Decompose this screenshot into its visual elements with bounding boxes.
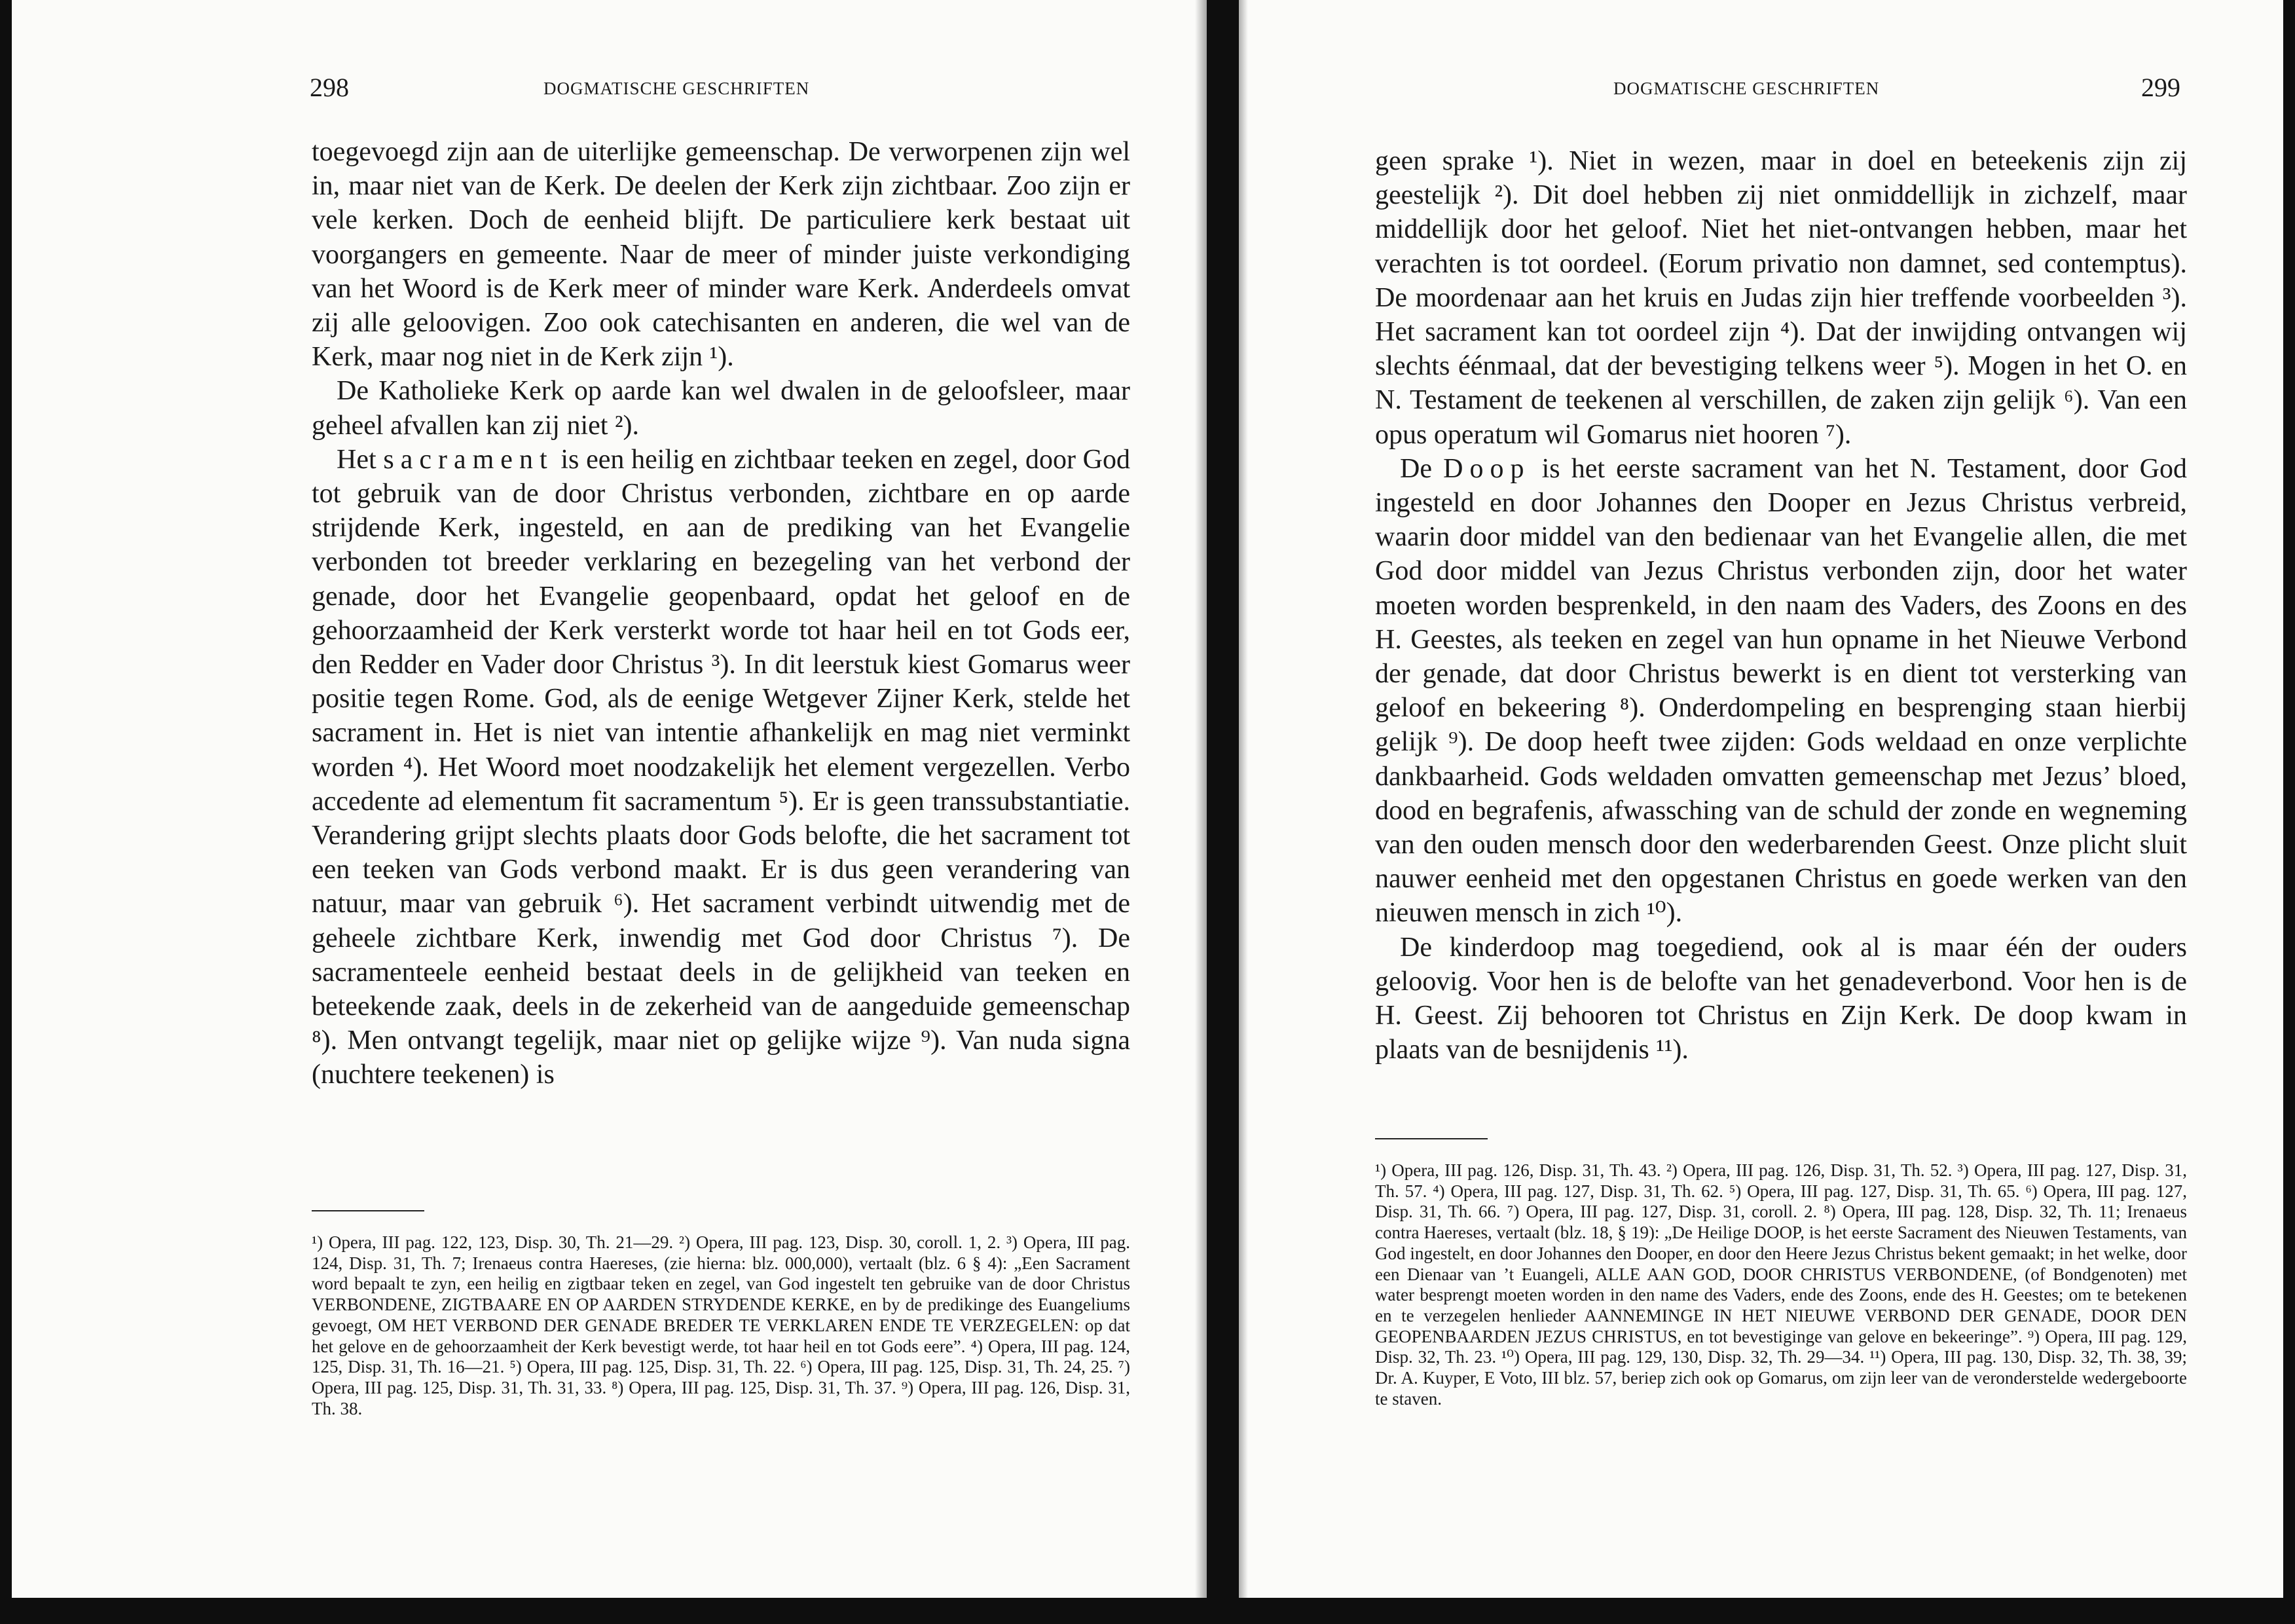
paragraph (1375, 452, 2187, 931)
spaced-term: sacrament (383, 444, 554, 475)
right-footnotes (1375, 1160, 2187, 1409)
left-body-text (312, 135, 1130, 1092)
footnote-rule (1375, 1138, 1488, 1139)
footnote-rule (312, 1210, 424, 1211)
paragraph-lead: De (1400, 453, 1444, 484)
paragraph: toegevoegd zijn aan de uiterlijke gemeenschap. De verworpenen zijn wel in, maar niet van de Kerk. De deelen der Kerk zijn zichtbaar. Zoo zijn er vele kerken. Doch de eenheid blijft. De particuliere kerk bestaat uit voorgangers en gemeente. Naar de meer of minder juiste verkondiging van het Woord is de Kerk meer of minder ware Kerk. Anderdeels omvat zij alle geloovigen. Zoo ook catechisanten en anderen, die wel van de Kerk, maar nog niet in de Kerk zijn ¹). (312, 137, 1130, 373)
right-body-text (1375, 144, 2187, 1067)
page-number-right: 299 (2141, 73, 2180, 102)
left-page (12, 0, 1207, 1598)
left-footnotes (312, 1232, 1130, 1419)
paragraph: De kinderdoop mag toegediend, ook al is maar één der ouders geloovig. Voor hen is de belofte van het genadeverbond. Voor hen is de H. Geest. Zij behooren tot Christus en Zijn Kerk. De doop kwam in plaats van de besnijdenis ¹¹). (1375, 932, 2187, 1065)
running-head-right: DOGMATISCHE GESCHRIFTEN (1613, 79, 1880, 98)
paragraph-rest: is het eerste sacrament van het N. Testament, door God ingesteld en door Johannes den Dooper en Jezus Christus verbreid, waarin door middel van den bedienaar van het Evangelie allen, die met God door middel van Jezus Christus verbonden zijn, door het water moeten worden besprenkeld, in den naam des Vaders, des Zoons en des H. Geestes, als teeken en zegel van hun opname in het Nieuwe Verbond der genade, dat door Christus bewerkt is en dient tot versterking van geloof en bekeering ⁸). Onderdompeling en besprenging staan hierbij gelijk ⁹). De doop heeft twee zijden: Gods weldaad en onze verplichte dankbaarheid. Gods weldaden omvatten gemeenschap met Jezus’ bloed, dood en begrafenis, afwassching van de schuld der zonde en wegneming van den ouden mensch door den wederbarenden Geest. Onze plicht sluit nauwer eenheid met den opgestanen Christus en goede werken van den nieuwen mensch in zich ¹⁰). (1375, 453, 2187, 929)
paragraph-lead: Het (337, 444, 384, 475)
footnote-block: ¹) Opera, III pag. 122, 123, Disp. 30, Th. 21—29. ²) Opera, III pag. 123, Disp. 30, coroll. 1, 2. ³) Opera, III pag. 124, Disp. 31, Th. 7; Irenaeus contra Haereses, (zie hierna: blz. 000,000), vertaalt (blz. 6 § 4): „Een Sacrament word bepaalt te zyn, een heilig en zigtbaar teken en zegel, van God ingestelt ten gebruike van de door Christus VERBONDENE, ZIGTBAARE EN OP AARDEN STRYDENDE KERKE, en by de predikinge des Euangeliums gevoegt, OM HET VERBOND DER GENADE BREDER TE VERKLAREN ENDE TE VERZEGELEN: op dat het gelove en de gehoorzaamheit der Kerk bevestigt werde, tot haar heil en tot Gods eere”. ⁴) Opera, III pag. 124, 125, Disp. 31, Th. 16—21. ⁵) Opera, III pag. 125, Disp. 31, Th. 22. ⁶) Opera, III pag. 125, Disp. 31, Th. 24, 25. ⁷) Opera, III pag. 125, Disp. 31, Th. 31, 33. ⁸) Opera, III pag. 125, Disp. 31, Th. 37. ⁹) Opera, III pag. 126, Disp. 31, Th. 38. (312, 1232, 1130, 1418)
footnote-block: ¹) Opera, III pag. 126, Disp. 31, Th. 43. ²) Opera, III pag. 126, Disp. 31, Th. 52. ³) Opera, III pag. 127, Disp. 31, Th. 57. ⁴) Opera, III pag. 127, Disp. 31, Th. 62. ⁵) Opera, III pag. 127, Disp. 31, Th. 65. ⁶) Opera, III pag. 127, Disp. 31, Th. 66. ⁷) Opera, III pag. 127, Disp. 31, coroll. 2. ⁸) Opera, III pag. 128, Disp. 32, Th. 11; Irenaeus contra Haereses, vertaalt (blz. 18, § 19): „De Heilige DOOP, is het eerste Sacrament des Nieuwen Testaments, van God ingestelt, en door Johannes den Dooper, en door den Heere Jezus Christus bekent gemaakt; in het welke, door een Dienaar van ’t Euangeli, ALLE AAN GOD, DOOR CHRISTUS VERBONDENE, (of Bondgenoten) met water besprengt moeten worden in den name des Vaders, ende des Zoons, ende des H. Geestes; om te betekenen en te verzegelen henlieder AANNEMINGE IN HET NIEUWE VERBOND DER GENADE, DOOR DEN GEOPENBAARDEN JEZUS CHRISTUS, en tot bevestiginge van gelove en bekeeringe”. ⁹) Opera, III pag. 129, Disp. 32, Th. 23. ¹⁰) Opera, III pag. 129, 130, Disp. 32, Th. 29—34. ¹¹) Opera, III pag. 130, Disp. 32, Th. 38, 39; Dr. A. Kuyper, E Voto, III blz. 57, beriep zich ook op Gomarus, om zijn leer van de veronderstelde wedergeboorte te staven. (1375, 1160, 2187, 1409)
gutter-shadow (1239, 0, 1248, 1598)
paragraph (312, 443, 1130, 1092)
gutter-shadow (1195, 0, 1207, 1598)
spaced-term: Doop (1443, 453, 1531, 484)
paragraph: De Katholieke Kerk op aarde kan wel dwalen in de geloofsleer, maar geheel afvallen kan zij niet ²). (312, 376, 1130, 441)
running-head-left: DOGMATISCHE GESCHRIFTEN (543, 79, 810, 98)
right-page (1239, 0, 2283, 1598)
paragraph-rest: is een heilig en zichtbaar teeken en zegel, door God tot gebruik van de door Christus verbonden, zichtbare en op aarde strijdende Kerk, ingesteld, en aan de prediking van het Evangelie verbonden tot breeder verklaring en bezegeling van het verbond der genade, door het Evangelie geopenbaard, opdat het geloof en de gehoorzaamheid der Kerk versterkt worde tot haar heil en tot Gods eer, den Redder en Vader door Christus ³). In dit leerstuk kiest Gomarus weer positie tegen Rome. God, als de eenige Wetgever Zijner Kerk, stelde het sacrament in. Het is niet van intentie afhankelijk en mag niet verminkt worden ⁴). Het Woord moet noodzakelijk het element vergezellen. Verbo accedente ad elementum fit sacramentum ⁵). Er is geen transsubstantiatie. Verandering grijpt slechts plaats door Gods belofte, die het sacrament tot een teeken van Gods verbond maakt. Er is dus geen verandering van natuur, maar van gebruik ⁶). Het sacrament verbindt uitwendig met de geheele zichtbare Kerk, inwendig met God door Christus ⁷). De sacramenteele eenheid bestaat deels in de gelijkheid van teeken en beteekende zaak, deels in de zekerheid van de aangeduide gemeenschap ⁸). Men ontvangt tegelijk, maar niet op gelijke wijze ⁹). Van nuda signa (nuchtere teekenen) is (312, 444, 1130, 1090)
paragraph: geen sprake ¹). Niet in wezen, maar in doel en beteekenis zijn zij geestelijk ²). Dit doel hebben zij niet onmiddellijk in zichzelf, maar middellijk door het geloof. Niet het niet-ontvangen hebben, maar het verachten is tot oordeel. (Eorum privatio non damnet, sed contemptus). De moordenaar aan het kruis en Judas zijn hier treffende voorbeelden ³). Het sacrament kan tot oordeel zijn ⁴). Dat der inwijding ontvangen wij slechts éénmaal, dat der bevestiging telkens weer ⁵). Mogen in het O. en N. Testament de teekenen al verschillen, de zaken zijn gelijk ⁶). Van een opus operatum wil Gomarus niet hooren ⁷). (1375, 146, 2187, 450)
page-number-left: 298 (310, 73, 349, 102)
